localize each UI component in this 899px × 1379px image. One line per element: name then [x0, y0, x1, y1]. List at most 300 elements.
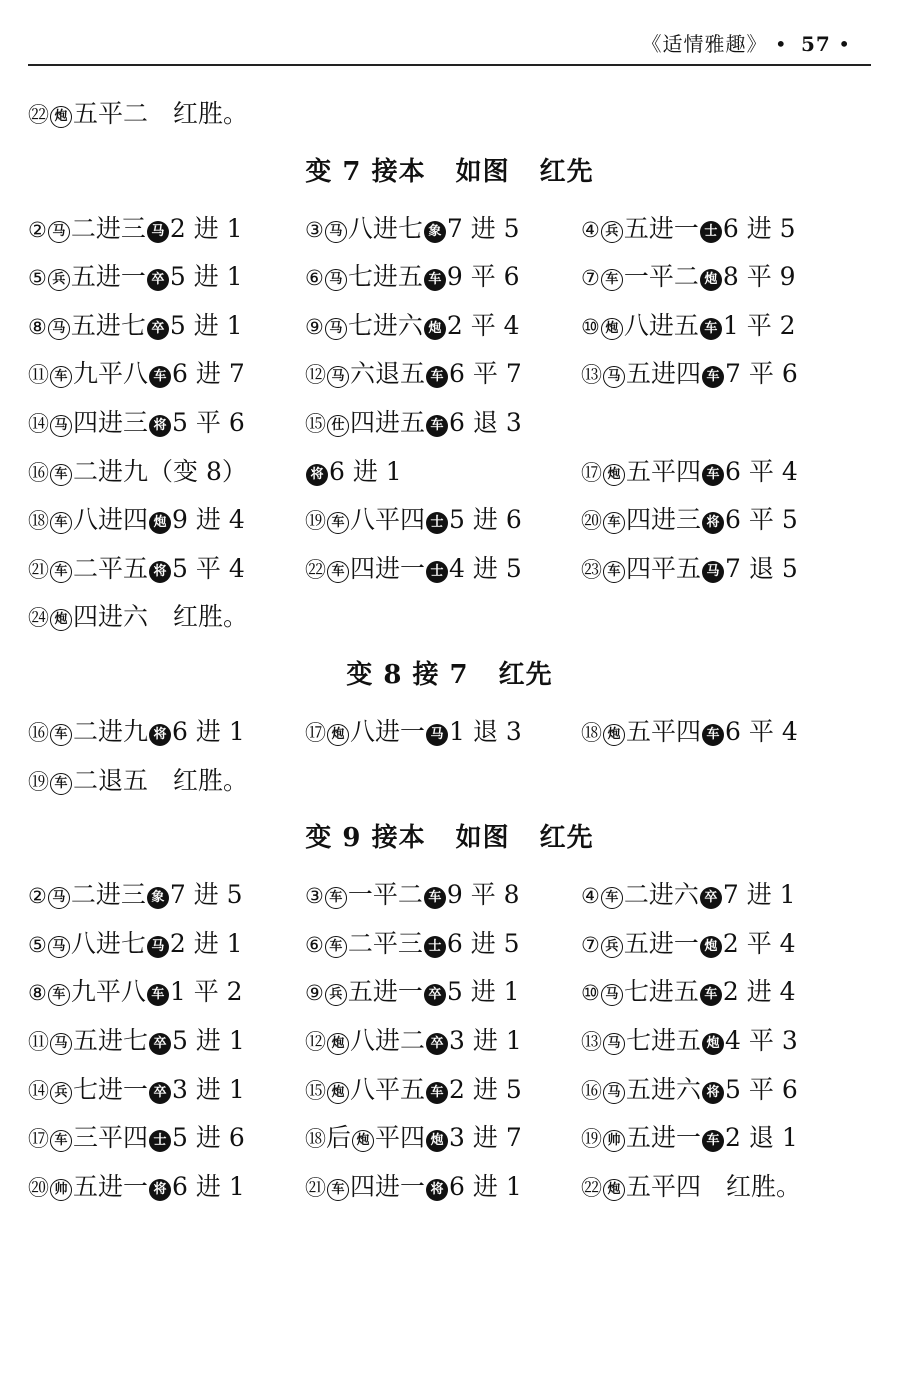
piece-icon: 炮 [50, 609, 72, 631]
bullet-separator: • [838, 32, 851, 56]
page-number: 57 [801, 32, 831, 56]
piece-icon: 车 [327, 512, 349, 534]
move-entry [581, 253, 796, 303]
move-text: 四进五 [350, 407, 426, 437]
move-text: 二进九 [73, 716, 149, 746]
piece-icon: 炮 [327, 1082, 349, 1104]
move-number: ⑱ [28, 509, 49, 534]
heading-part: 变 7 接本 [305, 156, 426, 187]
piece-icon: 卒 [147, 269, 169, 291]
piece-icon: 炮 [603, 724, 625, 746]
move-text: 八进七 [70, 928, 146, 958]
move-text: 五进一 [70, 262, 146, 292]
move-text: 二进六 [623, 880, 699, 910]
piece-icon: 炮 [327, 724, 349, 746]
move-text: 九平八 [73, 359, 149, 389]
move-text: 二退五 红胜。 [73, 765, 249, 795]
move-text: 7 进 1 [722, 880, 796, 910]
piece-icon: 士 [426, 512, 448, 534]
move-number: ㉒ [28, 103, 49, 127]
piece-icon: 马 [603, 1033, 625, 1055]
move-text: 7 进 5 [446, 213, 520, 243]
move-text: 五进七 [73, 1025, 149, 1055]
piece-icon: 炮 [327, 1033, 349, 1055]
move-text: 五平四 红胜。 [626, 1171, 802, 1201]
move-text: 1 平 2 [169, 977, 243, 1007]
move-number: ⑳ [581, 509, 602, 534]
move-text: 6 进 7 [172, 359, 245, 389]
move-text: 6 平 7 [449, 359, 522, 389]
move-text: 2 进 4 [722, 977, 796, 1007]
move-line [28, 708, 871, 757]
heading-part: 红先 [539, 823, 594, 854]
piece-icon: 炮 [601, 318, 623, 340]
move-number: ② [28, 217, 47, 242]
move-text: 七进五 [347, 262, 423, 292]
piece-icon: 士 [149, 1130, 171, 1152]
move-text: 四进一 [350, 1171, 426, 1201]
move-entry [305, 920, 520, 970]
piece-icon: 车 [48, 984, 70, 1006]
move-record-body [28, 90, 871, 1211]
move-entry [305, 871, 520, 921]
move-text: 4 平 3 [725, 1025, 798, 1055]
move-text: 七进六 [347, 310, 423, 340]
piece-icon: 将 [149, 1179, 171, 1201]
move-text: 五平二 红胜。 [73, 99, 249, 128]
move-text: 五进七 [70, 310, 146, 340]
move-number: ② [28, 884, 47, 909]
move-text: 二平三 [347, 928, 423, 958]
piece-icon: 马 [48, 887, 70, 909]
move-line [28, 1066, 871, 1115]
piece-icon: 炮 [603, 464, 625, 486]
move-text: 4 进 5 [449, 553, 522, 583]
piece-icon: 马 [327, 366, 349, 388]
piece-icon: 车 [601, 887, 623, 909]
piece-icon: 车 [702, 464, 724, 486]
piece-icon: 马 [603, 1082, 625, 1104]
move-text: 5 进 1 [172, 1025, 245, 1055]
piece-icon: 兵 [50, 1082, 72, 1104]
move-number: ④ [581, 884, 600, 909]
move-text: 八进一 [350, 716, 426, 746]
move-line [28, 448, 871, 497]
move-text: 3 进 1 [172, 1074, 245, 1104]
piece-icon: 炮 [603, 1179, 625, 1201]
piece-icon: 车 [424, 269, 446, 291]
piece-icon: 兵 [601, 221, 623, 243]
piece-icon: 车 [325, 887, 347, 909]
move-text: 三平四 [73, 1123, 149, 1153]
running-head [641, 28, 851, 57]
piece-icon: 车 [601, 269, 623, 291]
move-entry [305, 302, 520, 352]
move-entry [581, 496, 798, 546]
move-text: 6 进 1 [172, 1171, 245, 1201]
move-text: 五进一 [73, 1171, 149, 1201]
move-text: 八进四 [73, 505, 149, 535]
move-entry [581, 1066, 798, 1116]
move-entry [305, 1114, 522, 1164]
move-text: 五平四 [626, 716, 702, 746]
move-text: 5 平 4 [172, 553, 245, 583]
piece-icon: 马 [48, 318, 70, 340]
move-text: 6 进 5 [722, 213, 796, 243]
move-text: 六退五 [350, 359, 426, 389]
piece-prefix: 后 [326, 1123, 352, 1153]
piece-icon: 将 [149, 561, 171, 583]
move-entry [28, 1114, 245, 1164]
piece-icon: 卒 [426, 1033, 448, 1055]
move-number: ⑬ [581, 363, 602, 388]
move-number: ⑩ [581, 981, 600, 1006]
move-line [28, 205, 871, 254]
piece-icon: 将 [149, 415, 171, 437]
move-entry [28, 757, 248, 807]
move-number: ⑯ [28, 460, 49, 485]
page-header [28, 26, 871, 66]
piece-icon: 象 [424, 221, 446, 243]
heading-part: 变 9 接本 [305, 823, 426, 854]
move-text: 一平二 [623, 262, 699, 292]
move-text: 1 平 2 [722, 310, 796, 340]
piece-icon: 帅 [50, 1179, 72, 1201]
piece-icon: 车 [700, 984, 722, 1006]
move-entry [28, 350, 245, 400]
move-entry [28, 1066, 245, 1116]
move-text: 四进一 [350, 553, 426, 583]
piece-icon: 马 [48, 936, 70, 958]
move-number: ⑰ [28, 1127, 49, 1152]
move-text: 6 平 4 [725, 456, 798, 486]
move-number: ⑦ [581, 932, 600, 957]
move-text: 七进一 [73, 1074, 149, 1104]
piece-icon: 车 [603, 512, 625, 534]
move-line [28, 302, 871, 351]
move-number: ⑨ [305, 981, 324, 1006]
move-text: 2 进 5 [449, 1074, 522, 1104]
move-text: 五进四 [626, 359, 702, 389]
piece-icon: 车 [700, 318, 722, 340]
move-line [28, 757, 871, 806]
move-number: ⑫ [305, 1029, 326, 1054]
move-text: 9 进 4 [172, 505, 245, 535]
piece-icon: 车 [702, 366, 724, 388]
move-entry [28, 920, 243, 970]
move-line [28, 350, 871, 399]
piece-icon: 士 [700, 221, 722, 243]
move-text: 5 平 6 [725, 1074, 798, 1104]
piece-icon: 兵 [325, 984, 347, 1006]
move-number: ⑥ [305, 266, 324, 291]
move-entry [28, 593, 248, 643]
move-text: 2 平 4 [722, 928, 796, 958]
move-text: 八进七 [347, 213, 423, 243]
move-entry [28, 302, 243, 352]
move-entry [581, 448, 798, 498]
move-text: 二进三 [70, 213, 146, 243]
move-number: ⑭ [28, 1078, 49, 1103]
piece-icon: 马 [50, 1033, 72, 1055]
move-entry [28, 708, 245, 758]
move-entry [28, 496, 245, 546]
move-number: ⑤ [28, 932, 47, 957]
move-number: ⑥ [305, 932, 324, 957]
piece-icon: 卒 [149, 1033, 171, 1055]
move-text: 2 退 1 [725, 1123, 798, 1153]
piece-icon: 仕 [327, 415, 349, 437]
move-text: 6 平 4 [725, 716, 798, 746]
heading-part: 如图 [455, 156, 510, 187]
move-line [28, 90, 871, 139]
move-number: ④ [581, 217, 600, 242]
piece-icon: 马 [702, 561, 724, 583]
move-text: 5 进 1 [169, 262, 243, 292]
move-entry [581, 920, 796, 970]
move-text: 6 进 5 [446, 928, 520, 958]
move-line [28, 968, 871, 1017]
move-entry [581, 968, 796, 1018]
piece-icon: 马 [50, 415, 72, 437]
piece-icon: 车 [50, 512, 72, 534]
move-entry [581, 545, 798, 595]
piece-icon: 车 [702, 1130, 724, 1152]
move-text: 2 进 1 [169, 928, 243, 958]
move-text: 2 进 1 [169, 213, 243, 243]
piece-icon: 马 [426, 724, 448, 746]
move-text: 5 进 1 [169, 310, 243, 340]
piece-icon: 车 [325, 936, 347, 958]
move-number: ⑰ [581, 460, 602, 485]
move-line [28, 545, 871, 594]
move-text: 五进一 [626, 1123, 702, 1153]
move-entry [28, 545, 245, 595]
move-entry [305, 496, 522, 546]
move-text: 3 进 1 [449, 1025, 522, 1055]
move-entry [305, 545, 522, 595]
piece-icon: 士 [424, 936, 446, 958]
move-number: ③ [305, 884, 324, 909]
piece-icon: 车 [426, 366, 448, 388]
move-number: ⑲ [305, 509, 326, 534]
move-line [28, 1163, 871, 1212]
move-text: 5 进 6 [172, 1123, 245, 1153]
move-number: ⑪ [28, 363, 49, 388]
move-entry [305, 253, 520, 303]
move-text: 五平四 [626, 456, 702, 486]
move-entry [28, 1163, 245, 1213]
move-entry [581, 1114, 798, 1164]
move-text: 八进二 [350, 1025, 426, 1055]
move-text: 九平八 [70, 977, 146, 1007]
move-text: 一平二 [347, 880, 423, 910]
move-entry [581, 708, 798, 758]
move-entry [28, 90, 248, 140]
move-text: 5 进 1 [446, 977, 520, 1007]
move-entry [305, 1163, 522, 1213]
move-text: 二进九（变 8） [73, 456, 247, 486]
move-entry [581, 302, 796, 352]
move-text: 八进五 [623, 310, 699, 340]
move-text: 5 平 6 [172, 407, 245, 437]
piece-icon: 车 [327, 1179, 349, 1201]
move-line [28, 496, 871, 545]
variation-heading [28, 805, 871, 871]
move-text: 8 平 9 [722, 262, 796, 292]
piece-icon: 炮 [149, 512, 171, 534]
move-number: ㉑ [305, 1175, 326, 1200]
piece-icon: 卒 [700, 887, 722, 909]
piece-icon: 马 [325, 269, 347, 291]
move-entry [581, 1163, 801, 1213]
piece-icon: 炮 [700, 269, 722, 291]
piece-icon: 兵 [48, 269, 70, 291]
piece-icon: 马 [603, 366, 625, 388]
piece-icon: 卒 [424, 984, 446, 1006]
move-number: ⑮ [305, 411, 326, 436]
move-number: ⑲ [28, 769, 49, 794]
piece-icon: 马 [147, 936, 169, 958]
move-number: ⑭ [28, 411, 49, 436]
variation-heading [28, 642, 871, 708]
move-text: 二进三 [70, 880, 146, 910]
move-text: 八平四 [350, 505, 426, 535]
piece-icon: 象 [147, 887, 169, 909]
piece-icon: 炮 [424, 318, 446, 340]
move-text: 6 退 3 [449, 407, 522, 437]
move-entry [28, 968, 243, 1018]
move-text: 四进六 红胜。 [73, 602, 249, 632]
piece-icon: 车 [327, 561, 349, 583]
move-line [28, 593, 871, 642]
piece-icon: 炮 [352, 1130, 374, 1152]
move-number: ㉒ [305, 557, 326, 582]
piece-icon: 车 [426, 1082, 448, 1104]
piece-icon: 卒 [147, 318, 169, 340]
piece-icon: 车 [426, 415, 448, 437]
move-text: 7 进 5 [169, 880, 243, 910]
move-entry [581, 205, 796, 255]
move-number: ⑫ [305, 363, 326, 388]
move-number: ⑱ [305, 1127, 326, 1152]
move-number: ⑱ [581, 720, 602, 745]
move-text: 6 进 1 [172, 716, 245, 746]
move-text: 二平五 [73, 553, 149, 583]
bullet-separator: • [774, 32, 788, 56]
move-number: ⑤ [28, 266, 47, 291]
move-entry [305, 399, 522, 449]
move-entry [581, 1017, 798, 1067]
move-entry [28, 253, 243, 303]
move-entry [305, 448, 402, 497]
move-entry [28, 871, 243, 921]
piece-icon: 车 [50, 464, 72, 486]
move-text: 3 进 7 [449, 1123, 522, 1153]
piece-icon: 将 [306, 464, 328, 486]
move-line [28, 399, 871, 448]
piece-icon: 车 [50, 1130, 72, 1152]
piece-icon: 车 [50, 724, 72, 746]
piece-icon: 马 [147, 221, 169, 243]
move-line [28, 1017, 871, 1066]
piece-icon: 车 [50, 366, 72, 388]
piece-icon: 车 [603, 561, 625, 583]
move-number: ㉔ [28, 606, 49, 631]
move-text: 五进六 [626, 1074, 702, 1104]
piece-icon: 车 [147, 984, 169, 1006]
move-entry [305, 205, 520, 255]
piece-icon: 车 [149, 366, 171, 388]
piece-icon: 士 [426, 561, 448, 583]
move-text: 四平五 [626, 553, 702, 583]
move-line [28, 871, 871, 920]
move-number: ③ [305, 217, 324, 242]
move-text: 1 退 3 [449, 716, 522, 746]
move-number: ⑰ [305, 720, 326, 745]
move-line [28, 253, 871, 302]
move-line [28, 1114, 871, 1163]
move-entry [305, 1066, 522, 1116]
heading-part: 如图 [455, 823, 510, 854]
piece-icon: 炮 [50, 106, 72, 128]
move-text: 7 退 5 [725, 553, 798, 583]
piece-icon: 炮 [426, 1130, 448, 1152]
move-entry [305, 1017, 522, 1067]
move-number: ⑧ [28, 314, 47, 339]
move-text: 八平五 [350, 1074, 426, 1104]
move-text: 7 平 6 [725, 359, 798, 389]
piece-icon: 马 [601, 984, 623, 1006]
piece-icon: 兵 [601, 936, 623, 958]
move-entry [581, 871, 796, 921]
move-number: ⑪ [28, 1029, 49, 1054]
move-number: ㉓ [581, 557, 602, 582]
move-text: 6 平 5 [725, 505, 798, 535]
variation-heading [28, 139, 871, 205]
piece-icon: 将 [426, 1179, 448, 1201]
piece-icon: 卒 [149, 1082, 171, 1104]
move-entry [28, 399, 245, 449]
move-number: ⑲ [581, 1127, 602, 1152]
move-number: ⑮ [305, 1078, 326, 1103]
piece-icon: 车 [50, 773, 72, 795]
move-text: 5 进 6 [449, 505, 522, 535]
piece-icon: 马 [325, 318, 347, 340]
heading-part: 变 8 接 7 [346, 659, 469, 690]
move-text: 6 进 1 [449, 1171, 522, 1201]
book-title: 《适情雅趣》 [641, 32, 768, 56]
move-entry [305, 708, 522, 758]
move-text: 五进一 [623, 928, 699, 958]
move-text: 6 进 1 [329, 456, 402, 486]
move-text: 七进五 [623, 977, 699, 1007]
move-text: 四进三 [73, 407, 149, 437]
piece-icon: 帅 [603, 1130, 625, 1152]
piece-icon: 车 [50, 561, 72, 583]
move-number: ⑯ [28, 720, 49, 745]
move-text: 五进一 [623, 213, 699, 243]
move-text: 平四 [375, 1123, 426, 1153]
move-entry [305, 968, 520, 1018]
move-number: ⑳ [28, 1175, 49, 1200]
move-entry [28, 205, 243, 255]
move-entry [581, 350, 798, 400]
move-text: 9 平 8 [446, 880, 520, 910]
move-text: 五进一 [347, 977, 423, 1007]
move-text: 四进三 [626, 505, 702, 535]
piece-icon: 车 [424, 887, 446, 909]
